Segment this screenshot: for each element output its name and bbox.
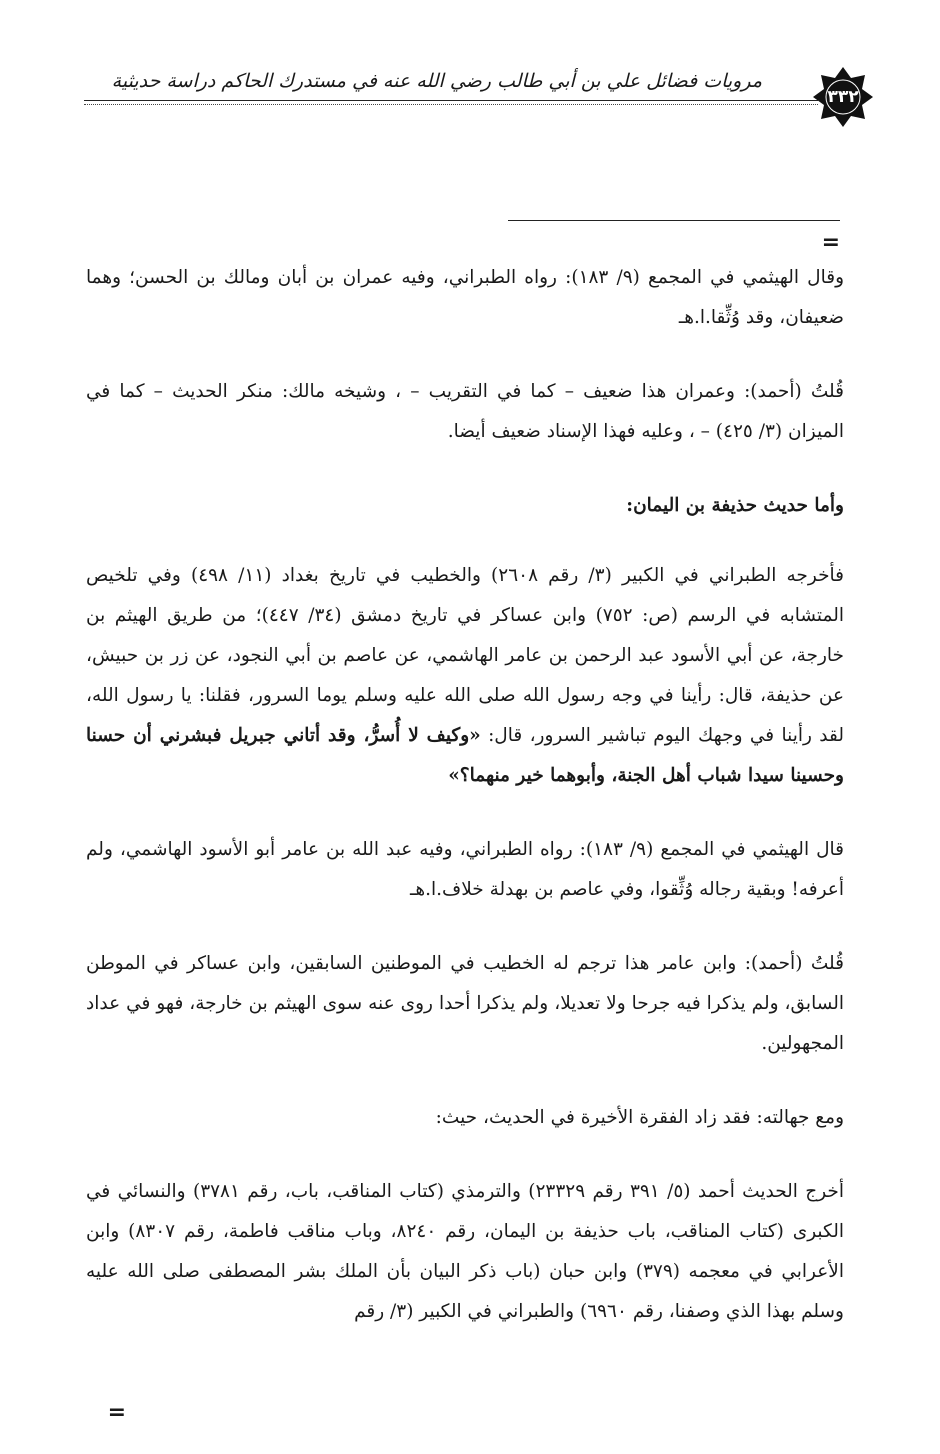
hadith-quote: «وكيف لا أُسرُّ، وقد أتاني جبريل فبشرني أن حسنا وحسينا سيدا شباب أهل الجنة، وأبوهما خير منهما؟»	[86, 725, 844, 786]
footnote-separator	[508, 220, 840, 221]
section-heading: وأما حديث حذيفة بن اليمان:	[626, 495, 844, 516]
paragraph: أخرج الحديث أحمد (٥/ ٣٩١ رقم ٢٣٣٢٩) والترمذي (كتاب المناقب، باب، رقم ٣٧٨١) والنسائي في الكبرى (كتاب المناقب، باب حذيفة بن اليمان، رقم ٨٢٤٠، وباب مناقب فاطمة، رقم ٨٣٠٧) وابن الأعرابي في معجمه (٣٧٩) وابن حبان (باب ذكر البيان بأن الملك بشر المصطفى صلى الله عليه وسلم بهذا الذي وصفنا، رقم ٦٩٦٠) والطبراني في الكبير (٣/ رقم	[86, 1181, 845, 1322]
header-rule	[84, 100, 818, 105]
continuation-mark-top: =	[821, 230, 840, 255]
paragraph: قُلتُ (أحمد): وعمران هذا ضعيف – كما في التقريب – ، وشيخه مالك: منكر الحديث – كما في الميزان (٣/ ٤٢٥) – ، وعليه فهذا الإسناد ضعيف أيضا.	[86, 381, 844, 442]
paragraph	[86, 556, 844, 796]
running-header	[84, 66, 874, 116]
paragraph-text: فأخرجه الطبراني في الكبير (٣/ رقم ٢٦٠٨) والخطيب في تاريخ بغداد (١١/ ٤٩٨) وفي تلخيص المتشابه في الرسم (ص: ٧٥٢) وابن عساكر في تاريخ دمشق (٣٤/ ٤٤٧)؛ من طريق الهيثم بن خارجة، عن أبي الأسود عبد الرحمن بن عامر الهاشمي، عن عاصم بن أبي النجود، عن زر بن حبيش، عن حذيفة، قال: رأينا في وجه رسول الله صلى الله عليه وسلم يوما السرور، فقلنا: يا رسول الله، لقد رأينا في وجهك اليوم تباشير السرور، قال:	[86, 565, 844, 746]
page-number: ٣٣٢	[827, 87, 859, 107]
page-number-badge	[812, 66, 874, 128]
paragraph: قال الهيثمي في المجمع (٩/ ١٨٣): رواه الطبراني، وفيه عبد الله بن عامر أبو الأسود الهاشمي، ولم أعرفه! وبقية رجاله وُثِّقوا، وفي عاصم بن بهدلة خلاف.ا.هـ	[86, 839, 844, 900]
page-body	[86, 258, 844, 1366]
paragraph: ومع جهالته: فقد زاد الفقرة الأخيرة في الحديث، حيث:	[435, 1107, 844, 1128]
paragraph: قُلتُ (أحمد): وابن عامر هذا ترجم له الخطيب في الموطنين السابقين، وابن عساكر في الموطن السابق، ولم يذكرا فيه جرحا ولا تعديلا، ولم يذكرا أحدا روى عنه سوى الهيثم بن خارجة، فهو في عداد المجهولين.	[86, 953, 844, 1054]
continuation-mark-bottom: =	[107, 1400, 126, 1425]
paragraph: وقال الهيثمي في المجمع (٩/ ١٨٣): رواه الطبراني، وفيه عمران بن أبان ومالك بن الحسن؛ وهما ضعيفان، وقد وُثِّقا.ا.هـ	[86, 267, 845, 328]
header-title: مرويات فضائل علي بن أبي طالب رضي الله عنه في مستدرك الحاكم دراسة حديثية	[111, 70, 762, 92]
